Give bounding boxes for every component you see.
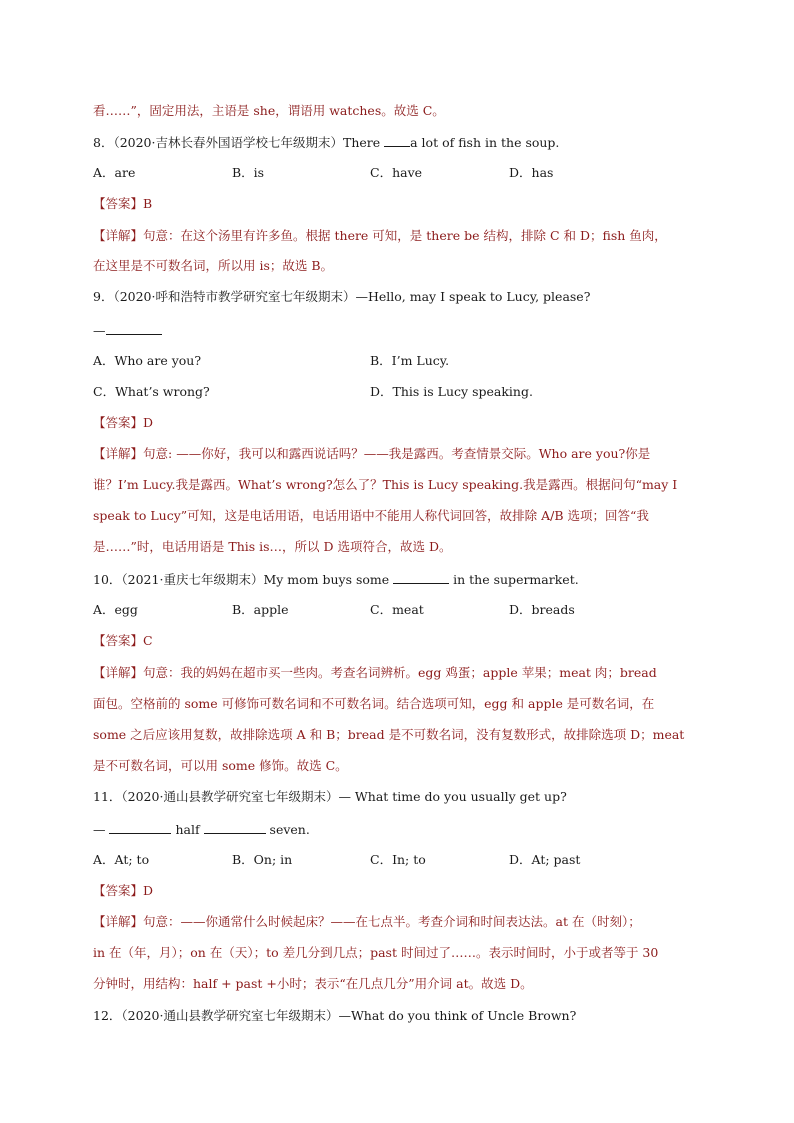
question-8-detail-line-1 [93,228,667,244]
question-10-stem-start: 10．（2021·重庆七年级期末）My mom buys some [93,572,394,587]
question-10-blank [393,571,449,584]
question-8-detail-line-2: 在这里是不可数名词，所以用 is；故选 B。 [93,258,334,273]
question-11-detail-line-2: in 在（年，月）；on 在（天）；to 差几分到几点；past 时间过了……。表示时间时，小于或者等于 30 [93,945,659,960]
question-10-stem-end: in the supermarket. [449,572,579,587]
question-10-detail-line-4: 是不可数名词，可以用 some 修饰。故选 C。 [93,758,348,773]
detail-text: 句意: ——你好，我可以和露西说话吗？——我是露西。考查情景交际。Who are you?你是 [143,446,651,461]
answer-tag: 【答案】 [93,415,144,430]
question-8-option-d: D．has [509,165,554,180]
question-9-detail-line-3: speak to Lucy”可知，这是电话用语，电话用语中不能用人称代词回答，故排除 A/B 选项；回答“我 [93,508,649,523]
question-11-stem: 11．（2020·通山县教学研究室七年级期末）— What time do you usually get up? [93,789,567,804]
question-8-stem [93,134,559,151]
question-10-option-c: C．meat [370,602,424,617]
question-11-blank-2 [204,821,266,834]
question-10-detail-line-1 [93,665,657,681]
question-11-option-a: A．At; to [93,852,150,867]
question-8-blank [384,134,410,147]
question-11-option-d: D．At; past [509,852,581,867]
detail-tag: 【详解】 [93,446,144,461]
detail-tag: 【详解】 [93,914,144,929]
reply-middle: half [171,822,204,837]
question-9-detail-line-2: 谁？I’m Lucy.我是露西。What’s wrong?怎么了？This is Lucy speaking.我是露西。根据问句“may I [93,477,678,492]
previous-explanation-tail: 看……”，固定用法，主语是 she，谓语用 watches。故选 C。 [93,103,445,118]
question-11-detail-line-1 [93,914,641,930]
answer-tag: 【答案】 [93,196,144,211]
question-10-option-d: D．breads [509,602,575,617]
answer-value: D [143,883,154,898]
reply-end: seven. [265,822,310,837]
question-9-option-c: C．What’s wrong? [93,384,210,399]
reply-dash: — [93,822,110,837]
question-10-detail-line-2: 面包。空格前的 some 可修饰可数名词和不可数名词。结合选项可知，egg 和 apple 是可数名词，在 [93,696,655,711]
question-8-option-b: B．is [232,165,265,180]
answer-value: C [143,633,153,648]
question-11-blank-1 [109,821,171,834]
question-10-stem [93,571,579,588]
question-9-stem: 9．（2020·呼和浩特市教学研究室七年级期末）—Hello, may I speak to Lucy, please? [93,289,591,304]
answer-value: B [143,196,153,211]
question-9-detail-line-1 [93,446,650,462]
question-11-option-b: B．On; in [232,852,293,867]
question-11-reply [93,821,310,838]
detail-text: 句意：我的妈妈在超市买一些肉。考查名词辨析。egg 鸡蛋；apple 苹果；meat 肉；bread [143,665,657,680]
detail-tag: 【详解】 [93,665,144,680]
answer-tag: 【答案】 [93,883,144,898]
question-9-option-d: D．This is Lucy speaking. [370,384,533,399]
question-10-answer [93,633,153,649]
question-9-option-b: B．I’m Lucy. [370,353,450,368]
question-8-stem-start: 8．（2020·吉林长春外国语学校七年级期末）There [93,135,385,150]
question-10-option-a: A．egg [93,602,138,617]
question-8-stem-end: a lot of fish in the soup. [410,135,560,150]
reply-dash: — [93,323,106,338]
detail-tag: 【详解】 [93,228,144,243]
question-11-answer [93,883,153,899]
question-9-reply [93,322,162,339]
question-10-detail-line-3: some 之后应该用复数，故排除选项 A 和 B；bread 是不可数名词，没有复数形式，故排除选项 D；meat [93,727,685,742]
detail-text: 句意：——你通常什么时候起床？——在七点半。考查介词和时间表达法。at 在（时刻）； [143,914,641,929]
question-11-detail-line-3: 分钟时，用结构：half + past +小时；表示“在几点几分”用介词 at。故选 D。 [93,976,533,991]
question-8-option-c: C．have [370,165,423,180]
question-8-answer [93,196,152,212]
question-9-blank [106,322,162,335]
question-11-option-c: C．In; to [370,852,426,867]
question-12-stem: 12．（2020·通山县教学研究室七年级期末）—What do you think of Uncle Brown? [93,1008,577,1023]
question-8-option-a: A．are [93,165,136,180]
detail-text: 句意：在这个汤里有许多鱼。根据 there 可知，是 there be 结构，排除 C 和 D；fish 鱼肉， [143,228,667,243]
question-9-detail-line-4: 是……”时，电话用语是 This is…，所以 D 选项符合，故选 D。 [93,539,452,554]
answer-value: D [143,415,154,430]
question-10-option-b: B．apple [232,602,289,617]
question-9-answer [93,415,153,431]
question-9-option-a: A．Who are you? [93,353,202,368]
answer-tag: 【答案】 [93,633,144,648]
